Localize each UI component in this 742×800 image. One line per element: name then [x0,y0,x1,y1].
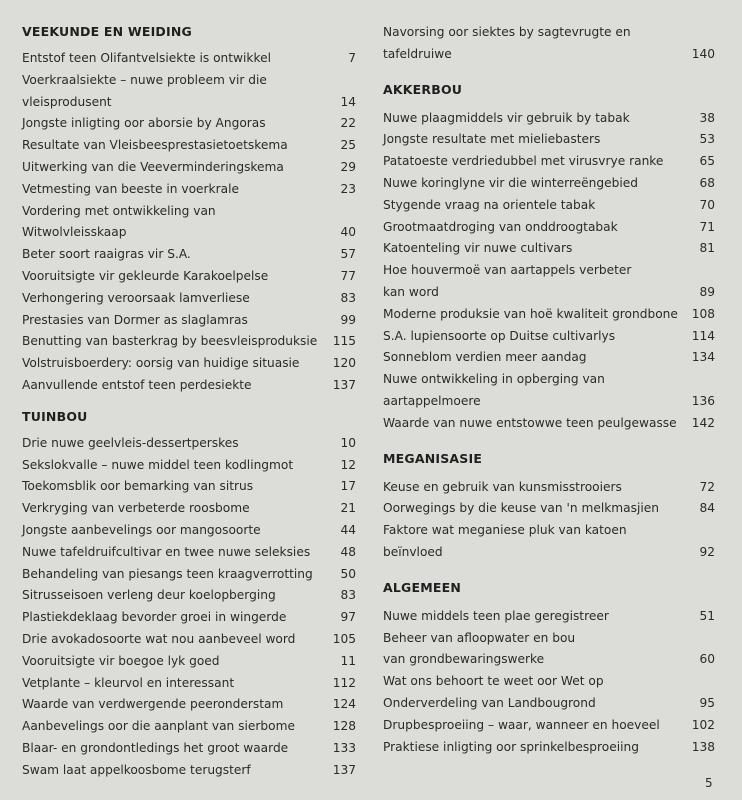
toc-entry-page: 137 [332,762,356,777]
toc-entry-title: Vetplante – kleurvol en interessant [22,675,235,690]
toc-entry-page: 92 [699,545,715,559]
toc-entry-page: 105 [332,632,356,646]
toc-entry-title: Waarde van verdwergende peeronderstam [22,697,284,712]
toc-entry-page: 22 [340,116,356,131]
toc-entry-title: Entstof teen Olifantvelsiekte is ontwikkel [22,51,271,65]
toc-entry-page: 68 [699,176,715,190]
toc-entry-title: Patatoeste verdriedubbel met virusvrye ranke [383,154,664,169]
toc-entry-title: Jongste resultate met mieliebasters [383,132,601,147]
toc-entry-title: Beheer van afloopwater en bou [383,630,576,645]
toc-entry-page: 138 [691,739,715,754]
toc-entry-page: 99 [340,312,356,327]
toc-entry-title: Onderverdeling van Landbougrond [383,696,596,710]
toc-entry-title: Drie nuwe geelvleis-dessertperskes [22,435,239,450]
toc-entry-title: Keuse en gebruik van kunsmisstrooiers [383,479,622,494]
toc-entry-title: Hoe houvermoë van aartappels verbeter [383,263,632,278]
toc-entry-title: Praktiese inligting oor sprinkelbesproeiing [383,739,639,754]
toc-entry-page: 10 [340,435,356,450]
toc-entry-title: tafeldruiwe [383,46,452,61]
toc-entry-title: Navorsing oor siektes by sagtevrugte en [383,25,631,39]
toc-entry-page: 71 [699,219,715,234]
toc-entry-title: vleisprodusent [22,94,112,109]
toc-entry-page: 102 [691,717,715,732]
toc-entry-page: 48 [340,544,356,559]
toc-entry-page: 115 [332,334,356,349]
toc-entry-title: Aanbevelings oor die aanplant van sierbome [22,719,295,734]
toc-entry-title: Voerkraalsiekte – nuwe probleem vir die [22,72,267,87]
toc-entry-page: 83 [340,588,356,603]
toc-entry-page: 53 [699,132,715,147]
toc-entry-title: beïnvloed [383,545,443,559]
toc-entry-title: Moderne produksie van hoë kwaliteit grondbone [383,306,678,321]
toc-entry-title: Oorwegings by die keuse van 'n melkmasjien [383,501,659,516]
toc-entry-page: 89 [699,285,715,299]
toc-entry-title: Witwolvleisskaap [22,225,127,240]
toc-entry-page: 84 [699,501,715,516]
toc-entry-page: 83 [340,290,356,305]
toc-entry-title: Benutting van basterkrag by beesvleisproduksie [22,334,318,349]
toc-entry-title: Plastiekdeklaag bevorder groei in wingerde [22,610,287,625]
toc-entry-title: Jongste aanbevelings oor mangosoorte [22,523,261,537]
toc-entry-title: Grootmaatdroging van onddroogtabak [383,219,618,234]
toc-entry-title: aartappelmoere [383,394,481,408]
toc-entry-page: 25 [340,138,356,153]
toc-entry-page: 11 [340,653,356,668]
toc-entry-title: Katoenteling vir nuwe cultivars [383,241,573,256]
section-heading-akkerbou: AKKERBOU [383,81,463,97]
toc-entry-page: 12 [340,457,356,472]
toc-entry-title: Vordering met ontwikkeling van [22,203,216,218]
toc-entry-title: Swam laat appelkoosbome terugsterf [22,762,251,777]
toc-entry-title: Nuwe koringlyne vir die winterreëngebied [383,176,638,190]
toc-entry-page: 95 [699,696,715,710]
toc-entry-title: Prestasies van Dormer as slaglamras [22,312,248,327]
toc-entry-title: Nuwe plaagmiddels vir gebruik by tabak [383,110,630,125]
toc-entry-page: 81 [699,241,715,256]
toc-entry-title: Vetmesting van beeste in voerkrale [22,181,239,196]
toc-entry-title: S.A. lupiensoorte op Duitse cultivarlys [383,328,616,343]
toc-entry-title: Vooruitsigte vir gekleurde Karakoelpelse [22,269,269,283]
toc-entry-title: Wat ons behoort te weet oor Wet op [383,674,604,689]
toc-entry-page: 14 [340,94,356,109]
toc-entry-title: Jongste inligting oor aborsie by Angoras [22,116,266,131]
toc-entry-page: 124 [332,697,356,712]
toc-entry-page: 17 [340,479,356,494]
toc-entry-page: 112 [332,675,356,690]
toc-entry-title: Nuwe middels teen plae geregistreer [383,608,609,623]
toc-entry-title: Toekomsblik oor bemarking van sitrus [22,479,254,494]
toc-entry-page: 7 [348,51,356,65]
toc-entry-page: 97 [340,610,356,625]
toc-entry-title: Stygende vraag na orientele tabak [383,197,596,212]
toc-entry-page: 136 [691,394,715,408]
toc-entry-title: Resultate van Vleisbeesprestasietoetskema [22,138,288,153]
toc-entry-title: van grondbewaringswerke [383,652,545,667]
toc-entry-page: 133 [332,741,356,755]
toc-entry-title: Beter soort raaigras vir S.A. [22,247,191,262]
toc-entry-page: 38 [699,110,715,125]
toc-entry-page: 128 [332,719,356,734]
section-heading-algemeen: ALGEMEEN [383,579,462,595]
toc-entry-title: Verhongering veroorsaak lamverliese [22,290,250,305]
toc-entry-page: 50 [340,566,356,581]
toc-entry-page: 77 [340,269,356,283]
toc-entry-page: 57 [340,247,356,262]
toc-entry-page: 70 [699,197,715,212]
toc-entry-title: Aanvullende entstof teen perdesiekte [22,378,252,392]
toc-entry-page: 29 [340,160,356,174]
toc-entry-title: Drie avokadosoorte wat nou aanbeveel word [22,632,296,646]
toc-entry-page: 134 [691,350,715,365]
toc-entry-page: 142 [691,415,715,430]
toc-entry-page: 44 [340,523,356,537]
toc-entry-title: Volstruisboerdery: oorsig van huidige situasie [22,356,300,371]
toc-entry-page: 51 [699,608,715,623]
toc-entry-page: 23 [340,181,356,196]
toc-entry-title: kan word [383,285,439,299]
toc-entry-page: 40 [340,225,356,240]
toc-entry-page: 114 [691,328,715,343]
toc-entry-title: Sitrusseisoen verleng deur koelopberging [22,588,276,603]
toc-entry-title: Vooruitsigte vir boegoe lyk goed [22,653,220,668]
toc-entry-title: Behandeling van piesangs teen kraagverrotting [22,566,313,581]
toc-entry-title: Nuwe ontwikkeling in opberging van [383,372,605,387]
toc-entry-title: Sonneblom verdien meer aandag [383,350,587,365]
section-heading-veekunde-en-weiding: VEEKUNDE EN WEIDING [22,24,192,39]
page-number: 5 [705,776,713,790]
section-heading-tuinbou: TUINBOU [22,408,88,424]
toc-entry-title: Nuwe tafeldruifcultivar en twee nuwe seleksies [22,544,311,559]
toc-entry-title: Waarde van nuwe entstowwe teen peulgewasse [383,415,677,430]
toc-entry-title: Verkryging van verbeterde roosbome [22,501,250,516]
toc-entry-title: Faktore wat meganiese pluk van katoen [383,523,627,538]
toc-entry-page: 72 [699,479,715,494]
toc-entry-page: 108 [691,306,715,321]
toc-entry-title: Blaar- en grondontledings het groot waarde [22,741,289,755]
toc-entry-page: 65 [699,154,715,169]
toc-entry-page: 21 [340,501,356,516]
toc-entry-page: 137 [332,378,356,392]
toc-entry-title: Uitwerking van die Veeverminderingskema [22,160,284,174]
section-heading-meganisasie: MEGANISASIE [383,450,483,466]
toc-entry-page: 140 [691,46,715,61]
toc-entry-page: 120 [332,356,356,371]
toc-entry-page: 60 [699,652,715,667]
toc-entry-title: Drupbesproeiing – waar, wanneer en hoeveel [383,717,660,732]
toc-entry-title: Sekslokvalle – nuwe middel teen kodlingmot [22,457,294,472]
